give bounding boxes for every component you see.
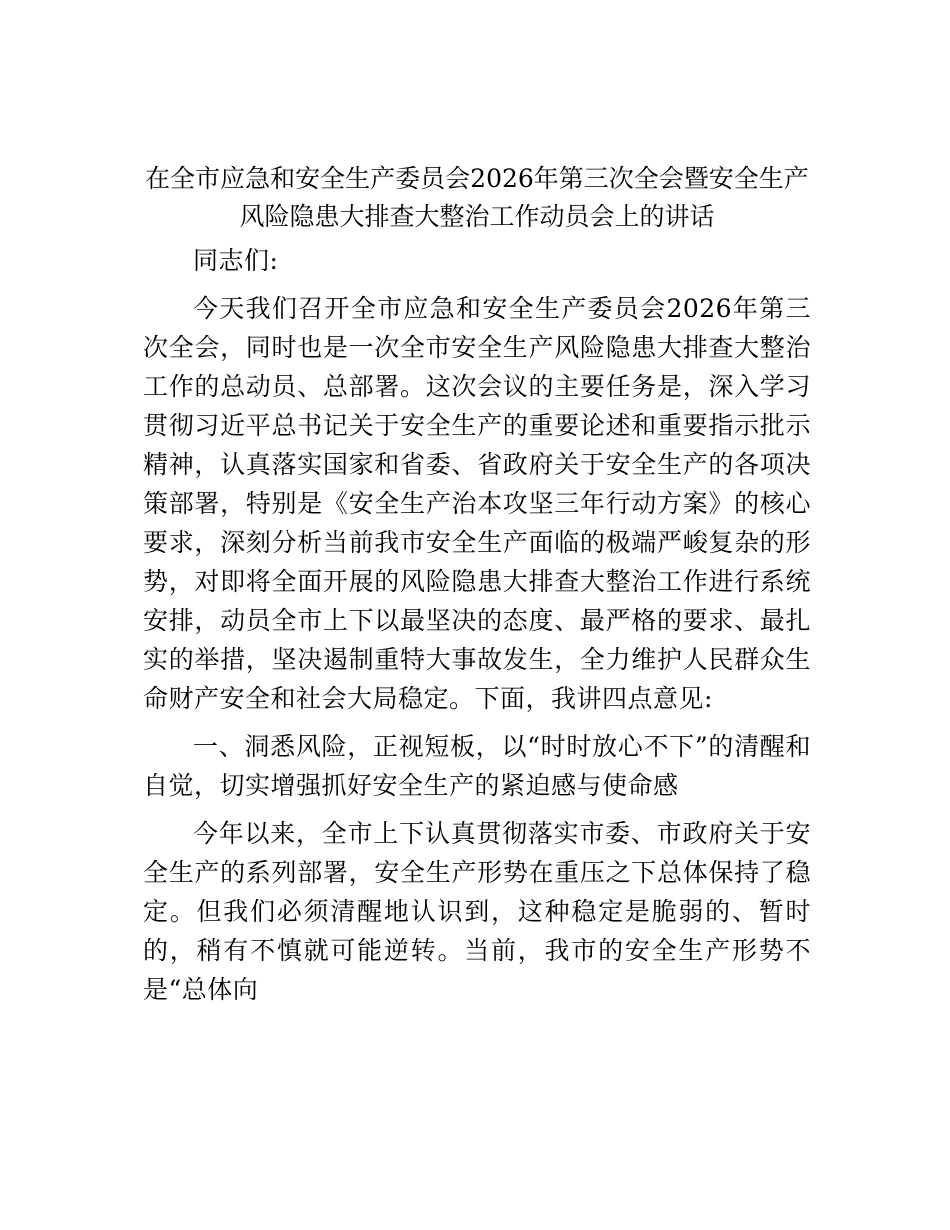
paragraph-section-1: 今年以来，全市上下认真贯彻落实市委、市政府关于安全生产的系列部署，安全生产形势在重压之下总体保持了稳定。但我们必须清醒地认识到，这种稳定是脆弱的、暂时的，稍有不慎就可能逆转。当前，我市的安全生产形势不是“总体向 <box>143 819 811 1004</box>
title-line-1: 在全市应急和安全生产委员会2026年第三次全会暨安全生产 <box>145 164 809 193</box>
section-heading-1: 一、洞悉风险，正视短板，以“时时放心不下”的清醒和自觉，切实增强抓好安全生产的紧迫感与使命感 <box>143 732 811 800</box>
title-line-2: 风险隐患大排查大整治工作动员会上的讲话 <box>239 202 715 231</box>
salutation: 同志们: <box>193 246 279 275</box>
paragraph-opening: 今天我们召开全市应急和安全生产委员会2026年第三次全会，同时也是一次全市安全生产风险隐患大排查大整治工作的总动员、总部署。这次会议的主要任务是，深入学习贯彻习近平总书记关于安全生产的重要论述和重要指示批示精神，认真落实国家和省委、省政府关于安全生产的各项决策部署，特别是《安全生产治本攻坚三年行动方案》的核心要求，深刻分析当前我市安全生产面临的极端严峻复杂的形势，对即将全面开展的风险隐患大排查大整治工作进行系统安排，动员全市上下以最坚决的态度、最严格的要求、最扎实的举措，坚决遏制重特大事故发生，全力维护人民群众生命财产安全和社会大局稳定。下面，我讲四点意见: <box>143 294 811 713</box>
document-body <box>143 160 811 1018</box>
document-title <box>143 160 811 236</box>
